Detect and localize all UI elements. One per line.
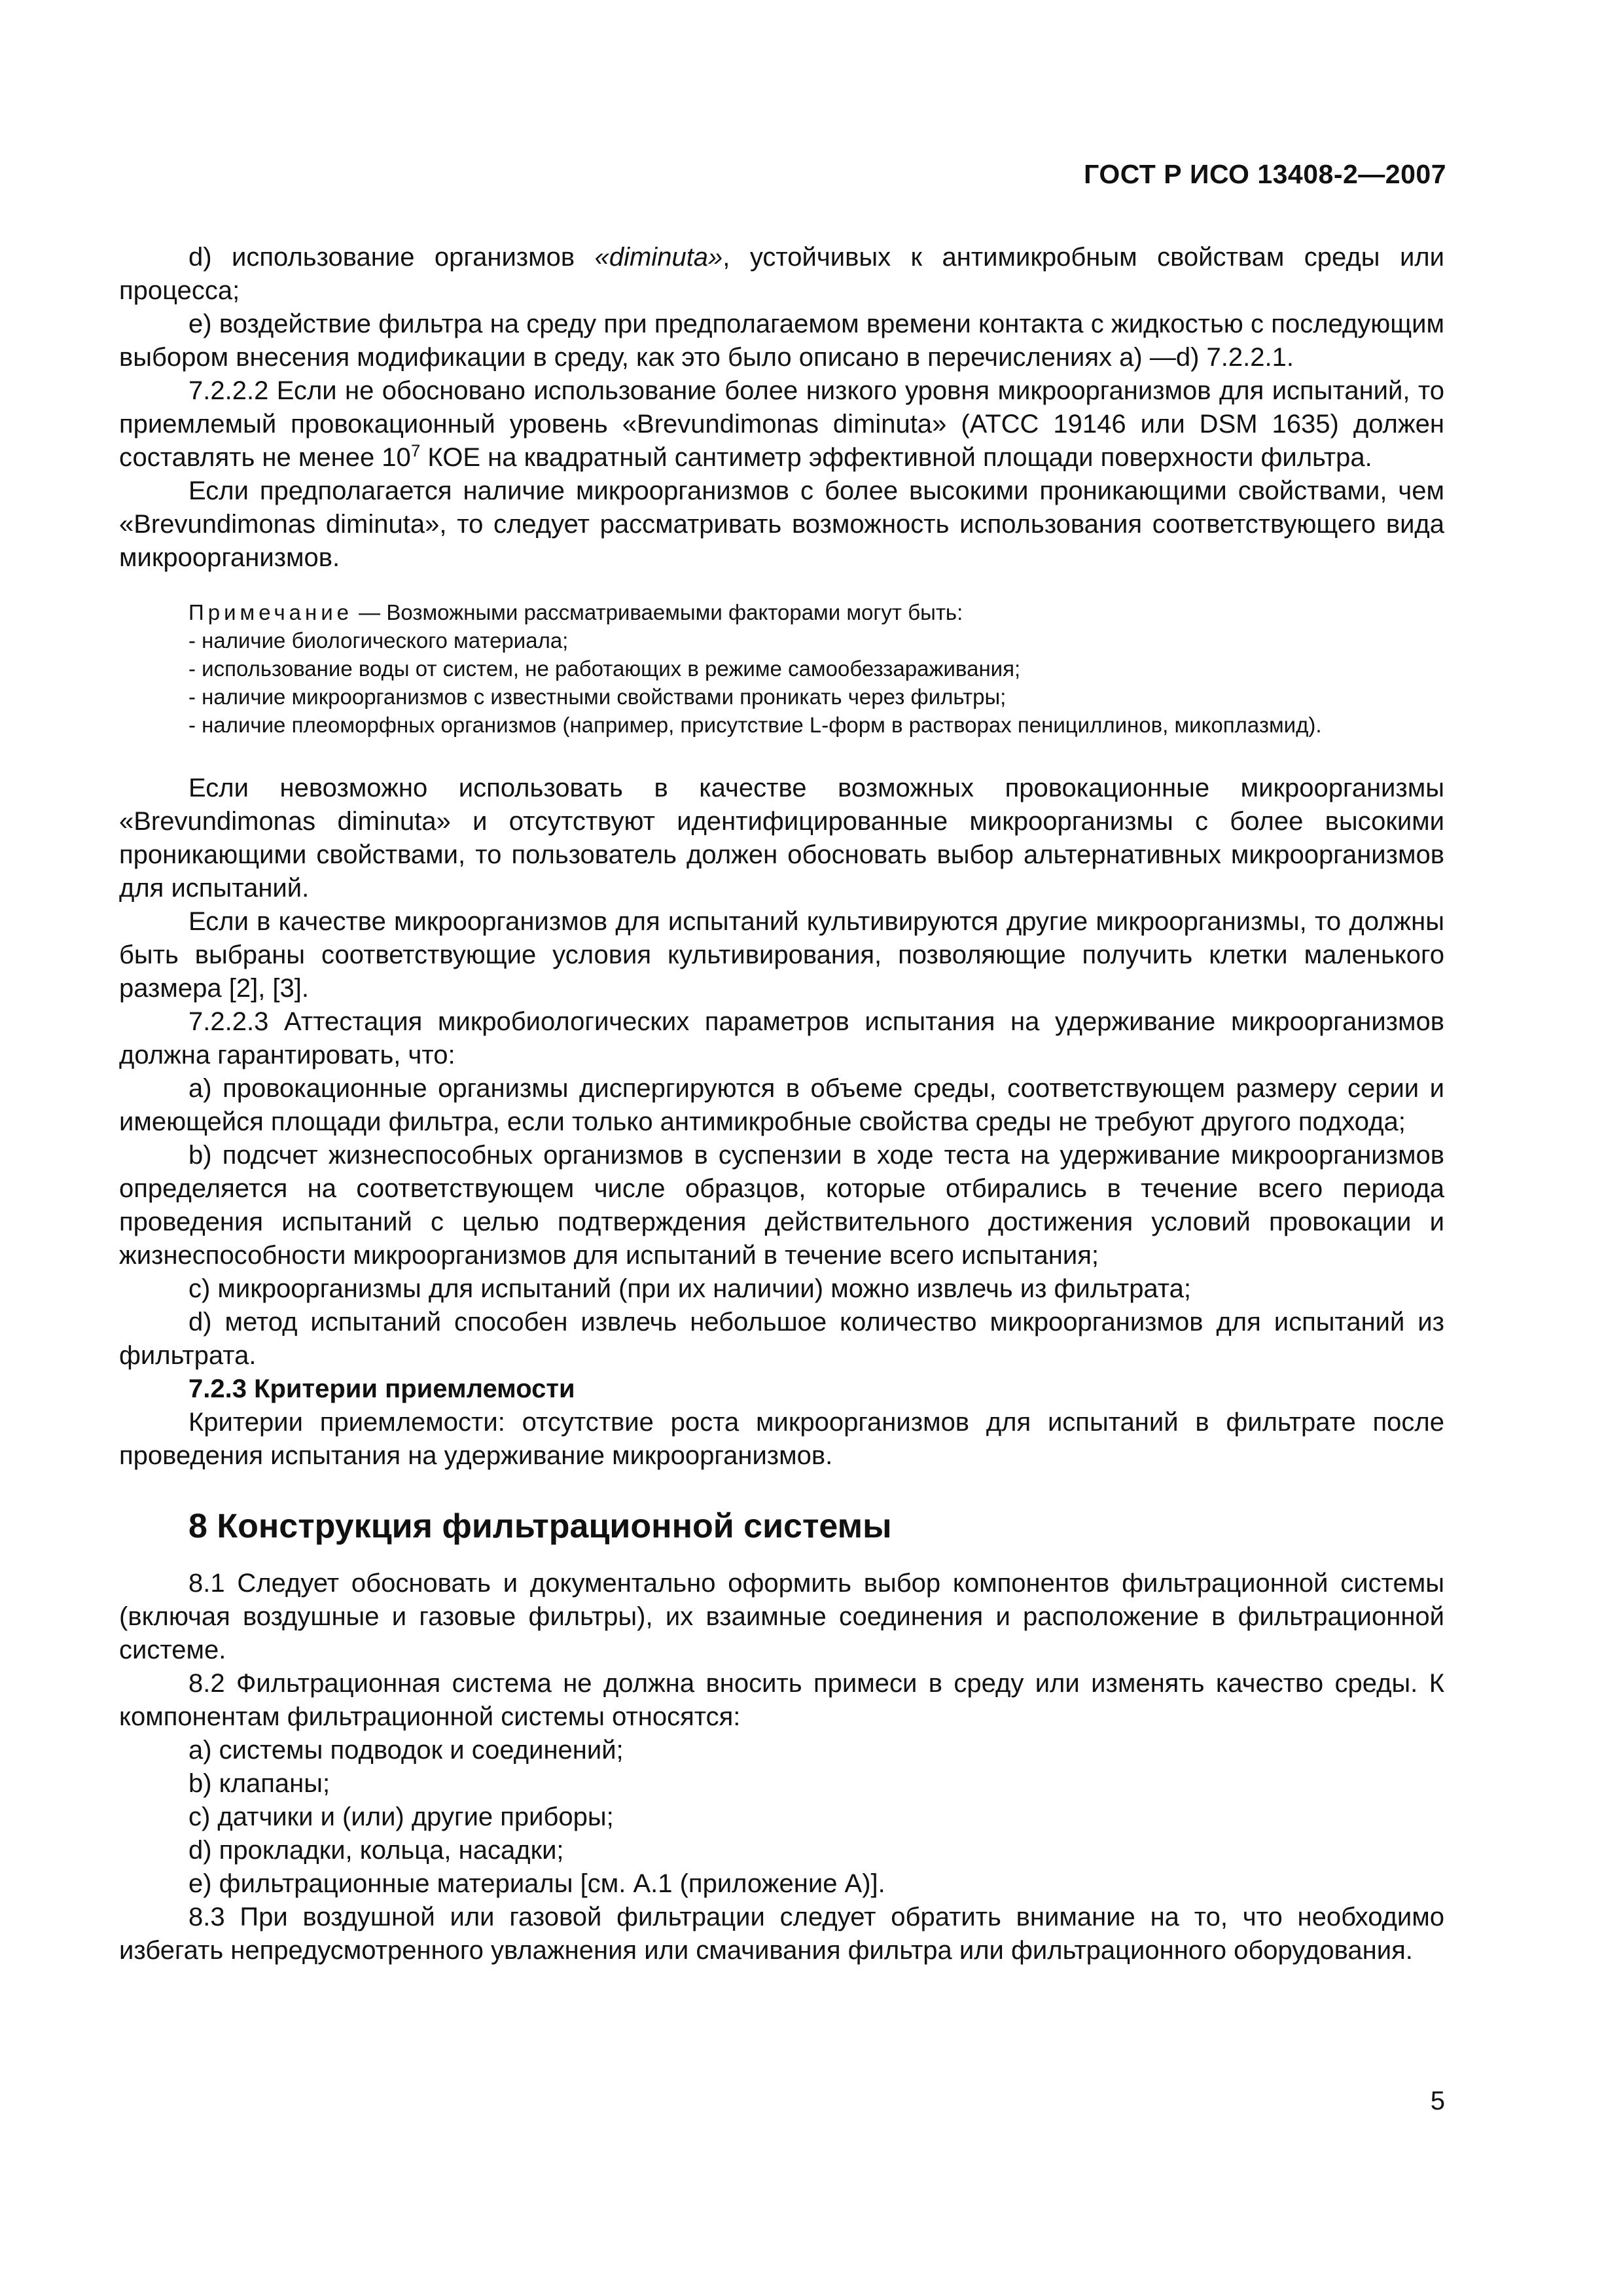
document-header: ГОСТ Р ИСО 13408-2—2007 <box>1084 159 1446 189</box>
note-lead: — Возможными рассматриваемыми факторами могут быть: <box>353 600 963 624</box>
paragraph-alternative-organisms: Если невозможно использовать в качестве возможных провокационные микроорганизмы «Brevundimonas diminuta» и отсутствуют идентифицированные микроорганизмы с более высокими проникающими свойствами, то пользователь должен обосновать выбор альтернативных микроорганизмов для испытаний. <box>119 774 1444 903</box>
note-heading <box>119 598 1444 626</box>
list-item-a: a) провокационные организмы диспергируются в объеме среды, соответствующем размеру серии и имеющейся площади фильтра, если только антимикробные свойства среды не требуют другого подхода; <box>119 1074 1444 1136</box>
paragraph-filter-effect: e) воздействие фильтра на среду при предполагаемом времени контакта с жидкостью с последующим выбором внесения модификации в среду, как это было описано в перечислениях а) —d) 7.2.2.1. <box>119 310 1444 372</box>
page-number: 5 <box>1430 2087 1445 2115</box>
text-run: , устойчивых к антимикробным свойствам среды или процесса; <box>119 243 1444 305</box>
list-item-b: b) клапаны; <box>188 1769 330 1798</box>
list-item-b: b) подсчет жизнеспособных организмов в суспензии в ходе теста на удерживание микроорганизмов определяется на соответствующем числе образцов, которые отбирались в течение всего периода проведения испытаний с целью подтверждения действительного достижения условий провокации и жизнеспособности микроорганизмов для испытаний в течение всего испытания; <box>119 1141 1444 1270</box>
note-label: Примечание <box>188 600 353 624</box>
text-run: КОЕ на квадратный сантиметр эффективной площади поверхности фильтра. <box>420 443 1372 472</box>
note-item: - использование воды от систем, не работающих в режиме самообеззараживания; <box>188 656 1021 681</box>
paragraph-8-2: 8.2 Фильтрационная система не должна вносить примеси в среду или изменять качество среды. К компонентам фильтрационной системы относятся: <box>119 1669 1444 1731</box>
subsection-heading-7-2-3: 7.2.3 Критерии приемлемости <box>188 1374 575 1403</box>
paragraph-diminuta <box>119 241 1444 308</box>
list-item-d: d) прокладки, кольца, насадки; <box>188 1836 564 1865</box>
paragraph-8-3: 8.3 При воздушной или газовой фильтрации следует обратить внимание на то, что необходимо избегать непредусмотренного увлажнения или смачивания фильтра или фильтрационного оборудования. <box>119 1903 1444 1965</box>
paragraph-cultivation: Если в качестве микроорганизмов для испытаний культивируются другие микроорганизмы, то должны быть выбраны соответствующие условия культивирования, позволяющие получить клетки маленького размера [2], [3]. <box>119 907 1444 1003</box>
text-run: d) использование организмов <box>188 243 595 272</box>
section-heading-8: 8 Конструкция фильтрационной системы <box>188 1507 892 1545</box>
text-run-italic: «diminuta» <box>594 243 723 272</box>
paragraph-8-1: 8.1 Следует обосновать и документально оформить выбор компонентов фильтрационной системы (включая воздушные и газовые фильтры), их взаимные соединения и расположение в фильтрационной системе. <box>119 1569 1444 1664</box>
paragraph-7-2-2-3: 7.2.2.3 Аттестация микробиологических параметров испытания на удерживание микроорганизмов должна гарантировать, что: <box>119 1007 1444 1069</box>
note-item: - наличие микроорганизмов с известными свойствами проникать через фильтры; <box>188 685 1007 709</box>
paragraph-higher-penetration: Если предполагается наличие микроорганизмов с более высокими проникающими свойствами, чем «Brevundimonas diminuta», то следует рассматривать возможность использования соответствующего вида микроорганизмов. <box>119 476 1444 572</box>
list-item-d: d) метод испытаний способен извлечь небольшое количество микроорганизмов для испытаний из фильтрата. <box>119 1308 1444 1370</box>
superscript: 7 <box>410 440 421 461</box>
paragraph-7-2-2-2 <box>119 374 1444 475</box>
paragraph-acceptance-criteria: Критерии приемлемости: отсутствие роста микроорганизмов для испытаний в фильтрате после проведения испытания на удерживание микроорганизмов. <box>119 1408 1444 1470</box>
text-run: 7.2.2.2 Если не обосновано использование более низкого уровня микроорганизмов для испытаний, то приемлемый провокационный уровень «Brevundimonas diminuta» (АТСС 19146 или DSM 1635) должен составлять не менее 10 <box>119 376 1444 472</box>
note-item: - наличие биологического материала; <box>188 628 569 653</box>
note-block <box>119 598 1444 739</box>
note-item: - наличие плеоморфных организмов (например, присутствие L-форм в растворах пенициллинов, микоплазмид). <box>188 713 1322 737</box>
list-item-a: a) системы подводок и соединений; <box>188 1736 624 1765</box>
page-content <box>119 241 1444 1967</box>
list-item-e: e) фильтрационные материалы [см. А.1 (приложение А)]. <box>188 1869 885 1898</box>
list-item-c: c) датчики и (или) другие приборы; <box>188 1803 614 1831</box>
list-item-c: c) микроорганизмы для испытаний (при их наличии) можно извлечь из фильтрата; <box>188 1274 1192 1303</box>
